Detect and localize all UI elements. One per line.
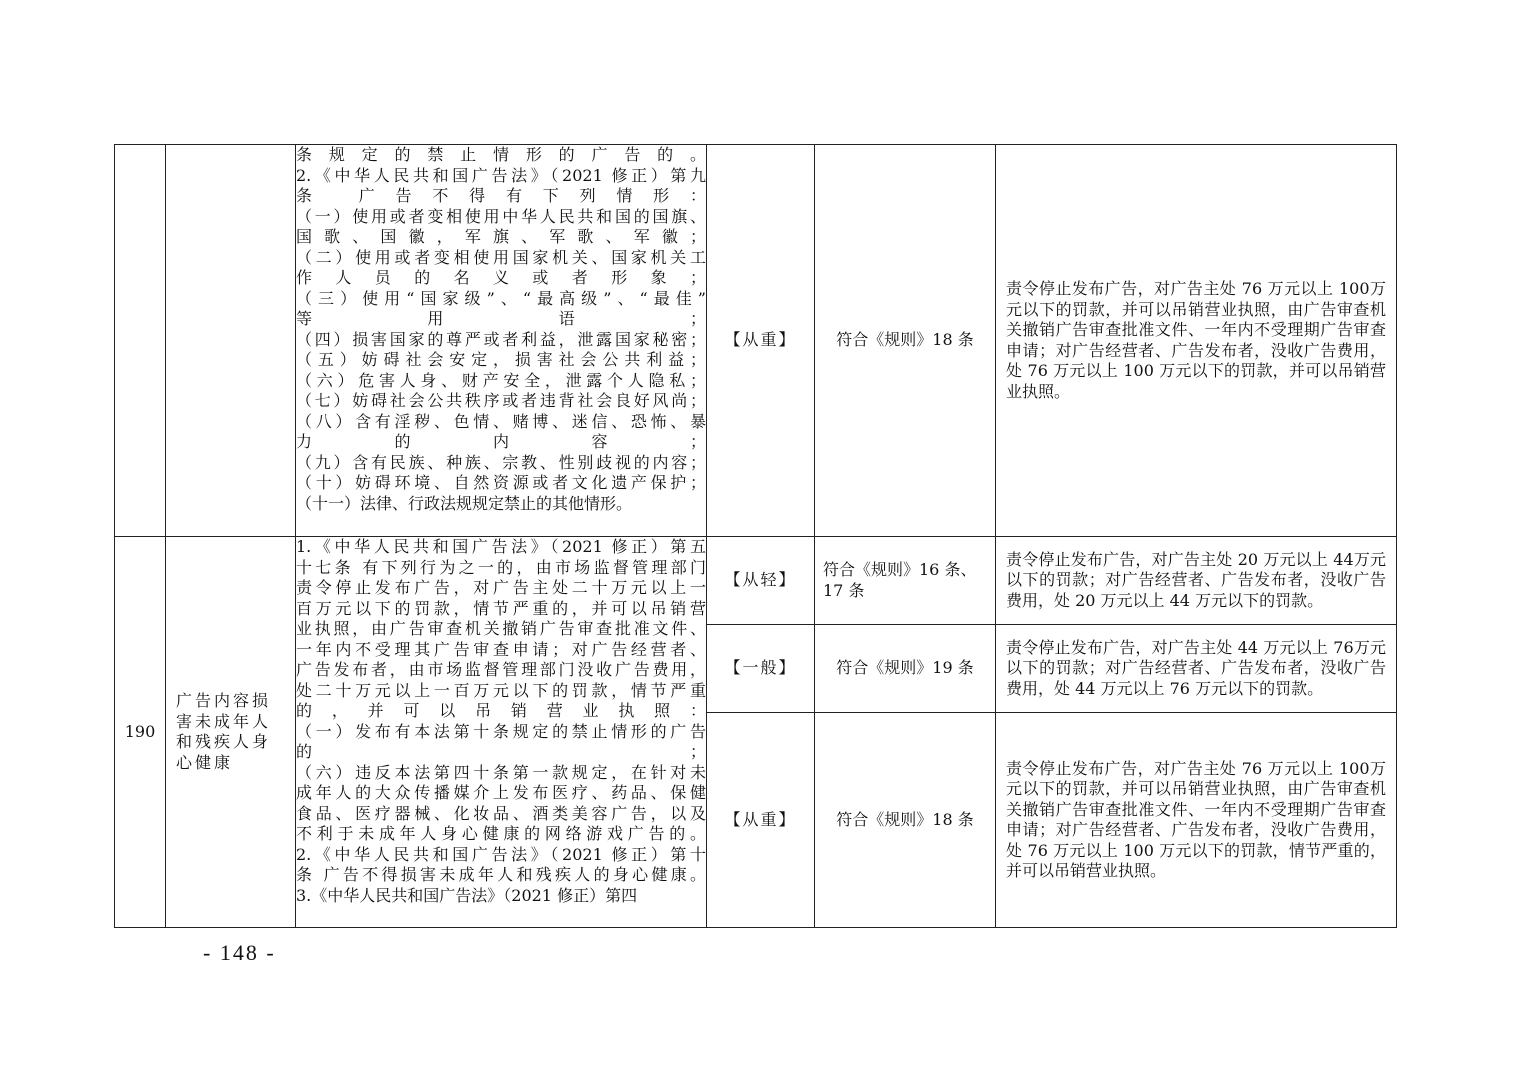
applicable-rule-cell: 符合《规则》16 条、17 条	[815, 537, 996, 625]
text-line: 业执照，由广告审查机关撤销广告审查批准文件、	[296, 619, 706, 638]
applicable-rule-cell: 符合《规则》18 条	[815, 145, 996, 537]
violation-category-cell	[166, 145, 296, 537]
text-line: 2.《中华人民共和国广告法》（2021 修正）第十	[296, 844, 706, 864]
text-line: 责令停止发布广告，对广告主处 44 万元以上 76	[1006, 637, 1354, 657]
text-line: 告审查机关撤销广告审查批准文件、一年内不	[1006, 779, 1386, 819]
item-number-cell	[115, 145, 166, 537]
text-line: 不利于未成年人身心健康的网络游戏广告的。	[296, 824, 706, 843]
page-number: - 148 -	[203, 940, 276, 965]
penalty-standards-table	[114, 144, 1397, 928]
text-line: 等用语；	[296, 309, 706, 328]
penalty-standard-text	[1006, 550, 1386, 612]
text-line: 万元以下的罚款；对广告经营者、广告发布者，	[1006, 549, 1386, 590]
text-line: 责令停止发布广告，对广告主处二十万元以上一	[296, 578, 706, 597]
text-line: 罚款。	[1275, 678, 1324, 698]
text-line: 责令停止发布广告，对广告主处 76 万元以上 100	[1006, 279, 1370, 298]
text-line: 万元以下的罚款；对广告经营者、广告发布者，	[1006, 637, 1386, 678]
text-line: 国歌、国徽，军旗、军歌、军徽；	[296, 227, 706, 246]
penalty-standard-text	[1006, 638, 1386, 700]
text-line: 处二十万元以上一百万元以下的罚款，情节严重	[296, 680, 706, 700]
text-line: 销营业执照。	[1006, 361, 1386, 401]
discretion-grade-cell: 【从重】	[707, 713, 815, 928]
legal-basis-text	[296, 537, 706, 906]
text-line: 广告发布者，由市场监督管理部门没收广告费用，	[296, 660, 706, 679]
text-line: 的；	[296, 742, 706, 761]
text-line: （四）损害国家的尊严或者利益，泄露国家秘密；	[296, 329, 706, 349]
discretion-grade-cell: 【一般】	[707, 625, 815, 713]
text-line: 没收广告费用，处 44 万元以上 76 万元以下的	[1006, 658, 1386, 698]
text-line: （十一）法律、行政法规规定禁止的其他情形。	[296, 493, 633, 513]
penalty-standard-cell	[996, 625, 1397, 713]
text-line: 没收广告费用，处 20 万元以上 44 万元以下的	[1006, 570, 1386, 610]
text-line: 责令停止发布广告，对广告主处 20 万元以上 44	[1006, 549, 1354, 569]
legal-basis-cell	[296, 537, 707, 928]
text-line: 3.《中华人民共和国广告法》（2021 修正）第四	[296, 885, 638, 905]
applicable-rule-cell: 符合《规则》19 条	[815, 625, 996, 713]
discretion-grade-cell: 【从轻】	[707, 537, 815, 625]
text-line: 百万元以下的罚款，情节严重的，并可以吊销营	[296, 598, 706, 618]
item-number-cell: 190	[115, 537, 166, 928]
text-line: 力的内容；	[296, 432, 706, 451]
text-line: 罚款。	[1275, 590, 1324, 610]
table-row	[115, 145, 1397, 537]
text-line: 的，并可以吊销营业执照。	[1006, 840, 1386, 880]
text-line: （六）危害人身、财产安全，泄露个人隐私；	[296, 370, 706, 390]
text-line: 受理期广告审查申请；	[1006, 320, 1386, 360]
text-line: （七）妨碍社会公共秩序或者违背社会良好风尚；	[296, 391, 706, 410]
text-line: 万元以下的罚款，并可以吊销营业执照，由广	[1006, 758, 1386, 798]
text-line: 食品、医疗器械、化妆品、酒类美容广告，以及	[296, 803, 706, 823]
text-line: （六）违反本法第四十条第一款规定，在针对未	[296, 762, 706, 782]
text-line: （五）妨碍社会安定，损害社会公共利益；	[296, 350, 706, 369]
text-line: 对广告经营者、广告发布者，没收广告费用，	[1055, 820, 1386, 839]
penalty-standard-text	[1006, 279, 1386, 402]
text-line: 告审查机关撤销广告审查批准文件、一年内不	[1006, 299, 1386, 339]
text-line: 条 广告不得损害未成年人和残疾人的身心健康。	[296, 865, 706, 884]
text-line: （八）含有淫秽、色情、赌博、迷信、恐怖、暴	[296, 411, 706, 431]
text-line: 责令停止发布广告，对广告主处 76 万元以上 100	[1006, 758, 1370, 778]
penalty-standard-cell	[996, 713, 1397, 928]
text-line: （三）使用“国家级”、“最高级”、“最佳”	[296, 288, 706, 308]
text-line: 成年人的大众传播媒介上发布医疗、药品、保健	[296, 783, 706, 802]
text-line: 受理期广告审查申请；	[1006, 799, 1386, 839]
text-line: 条 广告不得有下列情形：	[296, 186, 706, 205]
discretion-grade-cell: 【从重】	[707, 145, 815, 537]
legal-basis-cell	[296, 145, 707, 537]
text-line: （一）发布有本法第十条规定的禁止情形的广告	[296, 721, 706, 741]
text-line: 一年内不受理其广告审查申请；对广告经营者、	[296, 639, 706, 659]
text-line: 条规定的禁止情形的广告的。	[296, 145, 706, 164]
text-line: （十）妨碍环境、自然资源或者文化遗产保护；	[296, 473, 706, 492]
text-line: （二）使用或者变相使用国家机关、国家机关工	[296, 247, 706, 267]
text-line: 处 76 万元以上 100 万元以下的罚款，并可以吊	[1006, 361, 1354, 380]
applicable-rule-cell: 符合《规则》18 条	[815, 713, 996, 928]
text-line: 万元以下的罚款，并可以吊销营业执照，由广	[1006, 279, 1386, 319]
legal-basis-text	[296, 145, 706, 514]
text-line: （九）含有民族、种族、宗教、性别歧视的内容；	[296, 452, 706, 472]
penalty-standard-cell	[996, 145, 1397, 537]
penalty-standard-cell	[996, 537, 1397, 625]
text-line: （一）使用或者变相使用中华人民共和国的国旗、	[296, 206, 706, 226]
table-row	[115, 537, 1397, 625]
text-line: 作人员的名义或者形象；	[296, 268, 706, 287]
text-line: 2.《中华人民共和国广告法》（2021 修正）第九	[296, 165, 706, 185]
penalty-standard-text	[1006, 759, 1386, 882]
text-line: 的，并可以吊销营业执照：	[296, 701, 706, 720]
text-line: 处 76 万元以上 100 万元以下的罚款，情节严重	[1006, 840, 1354, 860]
text-line: 1.《中华人民共和国广告法》（2021 修正）第五	[296, 537, 706, 556]
violation-category-cell: 广告内容损害未成年人和残疾人身心健康	[166, 537, 296, 928]
text-line: 十七条 有下列行为之一的，由市场监督管理部门	[296, 557, 706, 577]
text-line: 对广告经营者、广告发布者，没收广告费用，	[1055, 340, 1386, 360]
